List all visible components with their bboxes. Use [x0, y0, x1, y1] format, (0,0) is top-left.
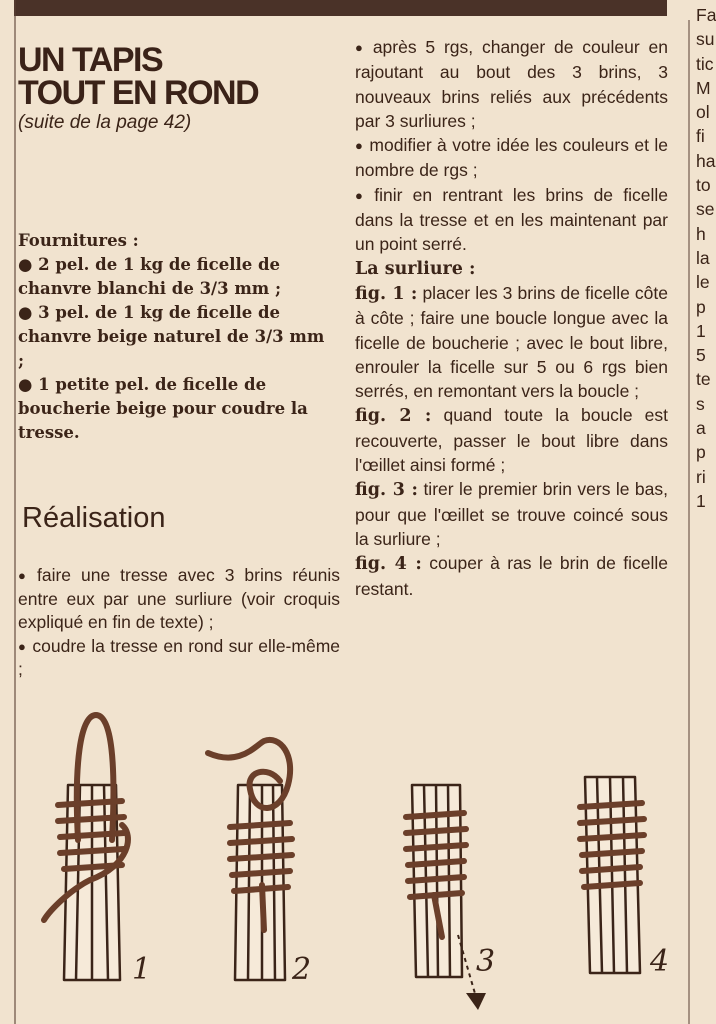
- fragment-line: te: [696, 369, 711, 390]
- subtitle: (suite de la page 42): [18, 112, 192, 133]
- fragment-line: ha: [696, 150, 716, 171]
- fragment-line: la: [696, 247, 710, 268]
- title-line-1: UN TAPIS: [18, 41, 163, 79]
- realisation-item: ● coudre la tresse en rond sur elle-même ;: [18, 635, 340, 682]
- fig3-arrow-head: [466, 993, 486, 1010]
- fig-label: fig. 1 :: [355, 283, 418, 304]
- fig2-strands: [235, 785, 285, 980]
- fig-instruction-3: [355, 477, 668, 551]
- left-column-rule: [14, 0, 16, 1024]
- fragment-line: p: [696, 296, 706, 317]
- fournitures-item: ● 2 pel. de 1 kg de ficelle de chanvre blanchi de 3/3 mm ;: [18, 255, 282, 298]
- step-item: ● modifier à votre idée les couleurs et le nombre de rgs ;: [355, 133, 668, 183]
- fig-text: tirer le premier brin vers le bas, pour que l'œillet se trouve coincé sous la surliure ;: [355, 479, 668, 549]
- figure-number-2: 2: [292, 952, 312, 987]
- step-item: ● finir en rentrant les brins de ficelle dans la tresse et en les maintenant par un point serré.: [355, 183, 668, 257]
- surliure-diagram: [30, 705, 700, 1020]
- fragment-line: to: [696, 175, 711, 196]
- fournitures-section: [18, 229, 336, 445]
- article-header: [18, 41, 348, 134]
- fragment-line: M: [696, 77, 711, 98]
- fragment-line: se: [696, 199, 715, 220]
- top-rule: [14, 0, 667, 16]
- fig-instruction-2: [355, 403, 668, 477]
- fragment-line: a: [696, 418, 706, 439]
- fig-text: quand toute la boucle est recouverte, passer le bout libre dans l'œillet ainsi formé ;: [355, 405, 668, 476]
- fragment-line: h: [696, 223, 706, 244]
- next-column-fragment: [696, 3, 714, 513]
- fig-label: fig. 3 :: [355, 480, 418, 501]
- title-line-2: TOUT EN ROND: [18, 74, 259, 112]
- fig-label: fig. 2 :: [355, 406, 432, 427]
- fragment-line: 1: [696, 320, 706, 341]
- middle-column: [355, 35, 668, 601]
- realisation-item: ● faire une tresse avec 3 brins réunis entre eux par une surliure (voir croquis expliqué en fin de texte) ;: [18, 564, 340, 635]
- fig-instruction-1: [355, 281, 668, 403]
- fragment-line: ol: [696, 102, 710, 123]
- fig2-tail: [262, 885, 264, 930]
- fig-instruction-4: [355, 551, 668, 601]
- fragment-line: s: [696, 393, 705, 414]
- realisation-heading: Réalisation: [22, 502, 166, 534]
- fragment-line: le: [696, 272, 710, 293]
- fragment-line: tic: [696, 53, 714, 74]
- fig-text: couper à ras le brin de ficelle restant.: [355, 553, 669, 599]
- fragment-line: 1: [696, 490, 706, 511]
- fig-text: placer les 3 brins de ficelle côte à côte ; faire une boucle longue avec la ficelle de boucherie ; avec le bout libre, enrouler la ficelle sur 5 ou 6 rgs bien serrés, en remontant vers la boucle ;: [355, 282, 669, 402]
- fragment-line: fi: [696, 126, 705, 147]
- fournitures-item: ● 1 petite pel. de ficelle de boucherie beige pour coudre la tresse.: [18, 375, 308, 442]
- fragment-line: su: [696, 29, 715, 50]
- fragment-line: 5: [696, 345, 706, 366]
- surliure-heading: La surliure :: [355, 258, 476, 279]
- fragment-line: p: [696, 442, 706, 463]
- figure-number-3: 3: [476, 944, 496, 979]
- fragment-line: Fa: [696, 5, 716, 25]
- realisation-section: [18, 564, 340, 682]
- figure-number-1: 1: [132, 952, 152, 987]
- step-item: ● après 5 rgs, changer de couleur en rajoutant au bout des 3 brins, 3 nouveaux brins reliés aux précédents par 3 surliures ;: [355, 35, 668, 133]
- fournitures-heading: Fournitures :: [18, 231, 139, 250]
- fig-label: fig. 4 :: [355, 554, 422, 575]
- figure-number-4: 4: [650, 944, 670, 979]
- fournitures-item: ● 3 pel. de 1 kg de ficelle de chanvre beige naturel de 3/3 mm ;: [18, 303, 325, 370]
- fragment-line: ri: [696, 466, 706, 487]
